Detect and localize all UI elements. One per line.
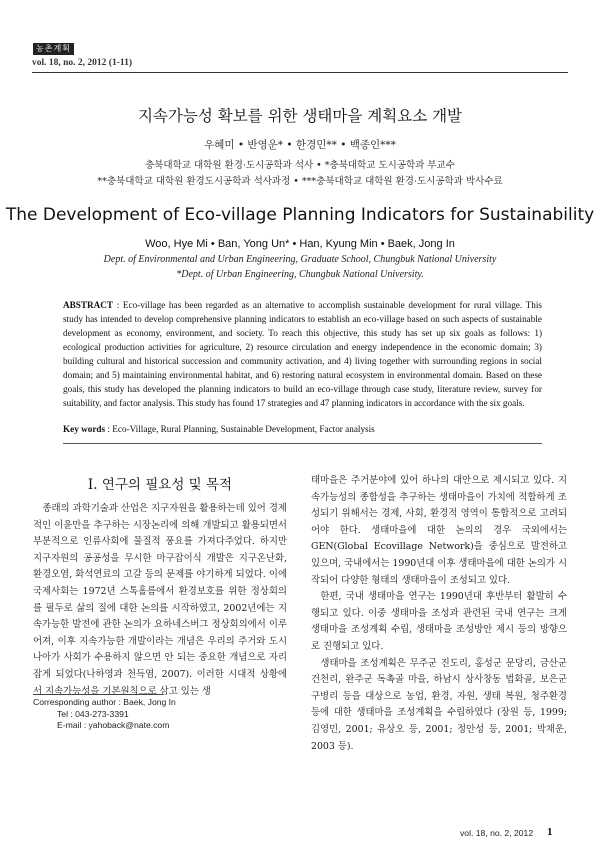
footnote-author: Corresponding author : Baek, Jong In <box>33 697 176 707</box>
affiliation-english-2: *Dept. of Urban Engineering, Chungbuk National University. <box>176 269 424 280</box>
footnote-email: E-mail : yahoback@nate.com <box>57 720 170 730</box>
header-rule <box>32 72 568 73</box>
footnote-tel: Tel : 043-273-3391 <box>57 708 129 719</box>
abstract-text: : Eco-village has been regarded as an alternative to accomplish sustainable development for rural village. This study has intended to develop comprehensive planning indicators to establish an eco-village based on such aspects of sustainable development as economy, environment, and society. To reach this objective, this study has set up six goals as follows: 1) ecological production activities for agriculture, 2) resource circulation and energy independence in the economic domain; 3) building cultural and historical succession and community activation, and 4) living together with surrounding regions in social domain; and 5) maintaining environmental habitat, and 6) restoring natural ecosystem in environmental domain. Based on these goals, this study has developed the planning indicators to build an eco-village through case study, literature review, survey for suitability, and factor analysis. This study has found 17 strategies and 47 planning indicators in accordance with the six goals. <box>63 300 542 408</box>
running-footer: vol. 18, no. 2, 2012 <box>460 828 534 838</box>
paper-title-english: The Development of Eco-village Planning Indicators for Sustainability <box>5 205 595 225</box>
keywords <box>63 424 542 434</box>
journal-badge: 농촌계획 <box>33 43 74 55</box>
abstract-label: ABSTRACT <box>63 300 114 310</box>
affiliation-english-1: Dept. of Environmental and Urban Engineering, Graduate School, Chungbuk National University <box>103 254 497 265</box>
abstract <box>63 298 542 410</box>
body-paragraph: 생태마을 조성계획은 무주군 진도리, 홍성군 문당리, 금산군 건천리, 완주군 독촉골 마을, 하남시 상사창동 법화골, 보은군 구병리 등을 대상으로 농업, 환경, 자원, 생태 복원, 청주환경 등에 대한 생태마을 조성계획을 수립하였다 (장원 등, 1999; 김영민, 2001; 유상오 등, 2001; 정안성 등, 2001; 박채운, 2003 등). <box>311 657 567 752</box>
page-number: 1 <box>547 826 553 838</box>
body-paragraph: 태마을은 주거분야에 있어 하나의 대안으로 제시되고 있다. 지속가능성의 종합성을 추구하는 생태마을이 가치에 적합하게 조성되기 위해서는 경제, 사회, 환경적 영역이 통합적으로 고려되어야 한다. 생태마을에 대한 논의의 경우 국외에서는 GEN(Global Ecovillage Network)을 중심으로 발전하고 있으며, 국내에서는 1990년대 이후 생태마을에 대한 논의가 시작되어 다양한 형태의 생태마을이 조성되고 있다. <box>311 475 567 586</box>
authors-korean: 우혜미 • 반영운* • 한경민** • 백종인*** <box>204 139 396 151</box>
keywords-rule <box>63 443 542 444</box>
keywords-label: Key words <box>63 424 106 434</box>
keywords-text: : Eco-Village, Rural Planning, Sustainable Development, Factor analysis <box>107 424 375 434</box>
footnote-rule <box>33 694 163 695</box>
body-column-right <box>311 473 567 755</box>
authors-english: Woo, Hye Mi • Ban, Yong Un* • Han, Kyung Min • Baek, Jong In <box>145 238 455 250</box>
affiliation-korean-1: 충북대학교 대학원 환경·도시공학과 석사 • *충북대학교 도시공학과 부교수 <box>145 160 455 171</box>
body-paragraph: 종래의 과학기술과 산업은 지구자원을 활용하는데 있어 경제적인 이윤만을 추구하는 시장논리에 의해 개발되고 활용되면서 부분적으로 인류사회에 물질적 풍요를 가져다주었다. 하지만 지구자원의 공공성을 무시한 마구잡이식 개발은 지구온난화, 환경오염, 화석연료의 고갈 등의 문제를 야기하게 되었다. 이에 국제사회는 1972년 스톡홀름에서 환경보호를 위한 정상회의를 필두로 삶의 질에 대한 논의를 시작하였고, 2002년에는 지속가능한 발전에 관한 논의가 요하네스버그 정상회의에서 이루어져, 이후 지속가능한 개발이라는 개념은 우리의 주거와 도시 나아가 사회가 수용하지 않으면 안 되는 중요한 개념으로 자리 잡게 되었다(나하영과 천득염, 2007). 이러한 시대적 상황에서 지속가능성을 기본원칙으로 삼고 있는 생 <box>33 503 287 697</box>
paper-title-korean: 지속가능성 확보를 위한 생태마을 계획요소 개발 <box>137 107 463 125</box>
body-paragraph: 한편, 국내 생태마을 연구는 1990년대 후반부터 활발히 수행되고 있다. 이중 생태마을 조성과 관련된 국내 연구는 크게 생태마을 조성계획 수립, 생태마을 조성방안 제시 등의 방향으로 진행되고 있다. <box>311 591 567 652</box>
corresponding-author-footnote <box>33 697 287 732</box>
volume-line: vol. 18, no. 2, 2012 (1-11) <box>32 58 133 68</box>
affiliation-korean-2: **충북대학교 대학원 환경도시공학과 석사과정 • ***충북대학교 대학원 환경·도시공학과 박사수료 <box>97 176 503 187</box>
body-column-left <box>33 501 287 700</box>
section-heading: I. 연구의 필요성 및 목적 <box>87 477 233 493</box>
